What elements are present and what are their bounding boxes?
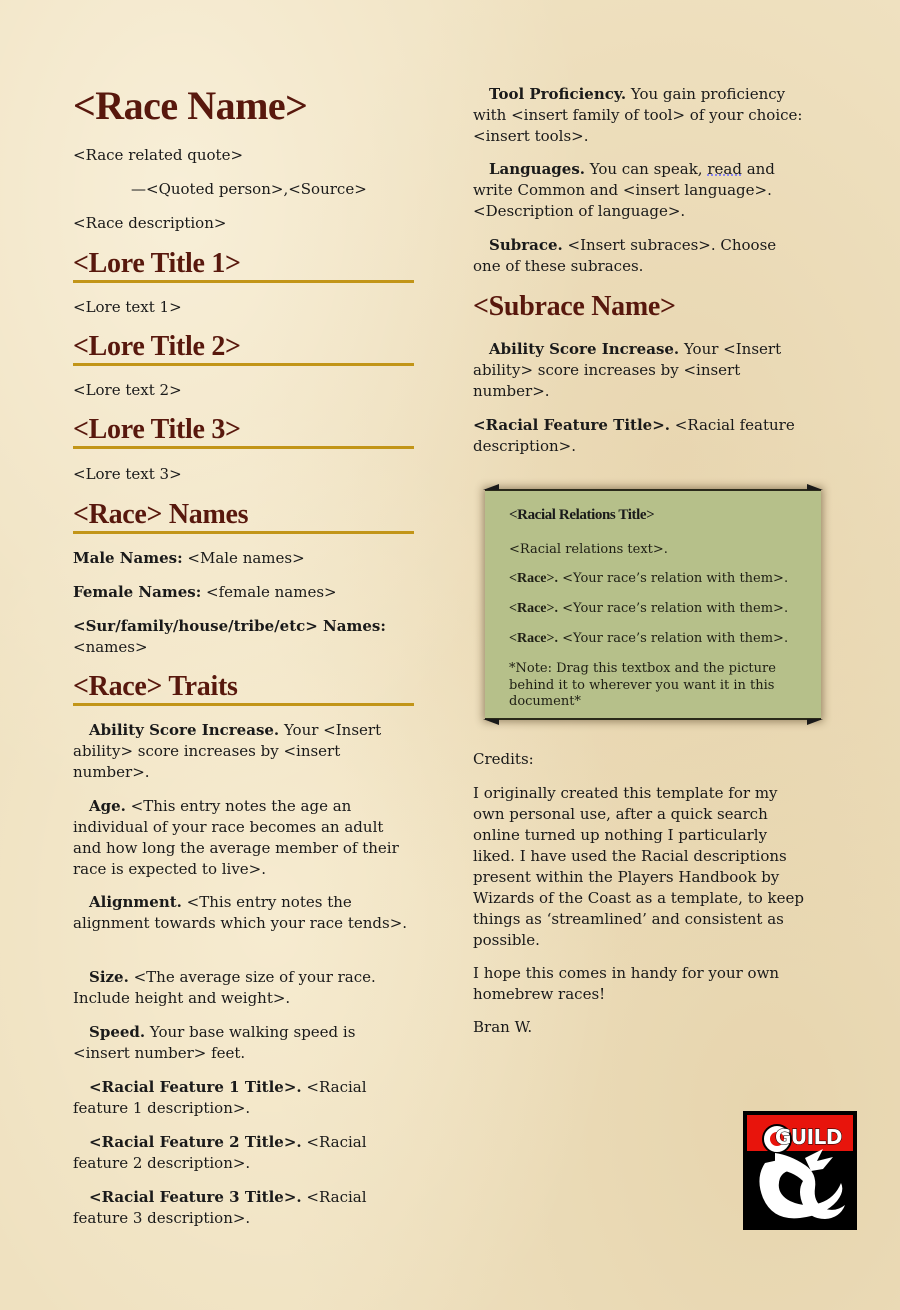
relation-race: <Race>. — [509, 601, 558, 616]
trait-text: Your base walking speed is <insert number> feet. — [73, 1023, 356, 1062]
lore-text-3: <Lore text 3> — [73, 465, 182, 483]
trait-size — [73, 967, 415, 1009]
female-names-value: <female names> — [201, 583, 337, 601]
trait-label: Languages. — [489, 160, 585, 178]
subrace-heading: <Subrace Name> — [473, 291, 676, 322]
race-description: <Race description> — [73, 214, 227, 232]
trait-alignment — [73, 892, 415, 934]
trait-label: Speed. — [89, 1023, 146, 1041]
relation-item — [509, 631, 799, 648]
female-names-label: Female Names: — [73, 583, 202, 601]
credits-signature: Bran W. — [473, 1018, 533, 1036]
male-names-label: Male Names: — [73, 549, 183, 567]
relation-item — [509, 601, 799, 618]
trait-text: <The average size of your race. Include height and weight>. — [73, 968, 376, 1007]
trait-text: Your <Insert ability> score increases by <insert number>. — [473, 340, 782, 400]
trait-speed — [73, 1022, 393, 1064]
relation-item — [509, 571, 799, 588]
sidebar-note: *Note: Drag this textbox and the picture behind it to wherever you want it in this document* — [509, 661, 776, 709]
credits-body: I originally created this template for my own personal use, after a quick search online turned up nothing I particularly liked. I have used the Racial descriptions present within the Players Handbook by Wizards of the Coast as a template, to keep things as ‘streamlined’ and consistent as possible. — [473, 784, 804, 949]
trait-text: <Racial feature description>. — [473, 416, 795, 455]
racial-relations-textbox[interactable] — [485, 489, 821, 720]
languages — [473, 159, 803, 222]
subrace-feature — [473, 415, 813, 457]
trait-label: Size. — [89, 968, 129, 986]
trait-label: Tool Proficiency. — [489, 85, 627, 103]
male-names — [73, 548, 415, 569]
relation-text: <Your race’s relation with them>. — [558, 601, 789, 616]
sidebar-intro: <Racial relations text>. — [509, 542, 668, 557]
relation-race: <Race>. — [509, 631, 558, 646]
trait-label: <Racial Feature 3 Title>. — [89, 1188, 302, 1206]
trait-label: <Racial Feature Title>. — [473, 416, 670, 434]
male-names-value: <Male names> — [182, 549, 305, 567]
logo-text: GUILD — [775, 1125, 842, 1149]
race-quote: <Race related quote> — [73, 146, 244, 164]
trait-label: <Racial Feature 1 Title>. — [89, 1078, 302, 1096]
trait-text: Your <Insert ability> score increases by <insert number>. — [73, 721, 382, 781]
lore-text-2: <Lore text 2> — [73, 381, 182, 399]
family-names — [73, 616, 415, 658]
trait-text: You can speak, — [584, 160, 708, 178]
lore-title-2: <Lore Title 2> — [73, 331, 414, 366]
trait-text: You gain proficiency with <insert family of tool> of your choice: <insert tools>. — [473, 85, 803, 145]
traits-heading: <Race> Traits — [73, 671, 414, 706]
trait-label: Alignment. — [89, 893, 182, 911]
lore-title-3: <Lore Title 3> — [73, 414, 414, 449]
trait-text: <Racial feature 1 description>. — [73, 1078, 367, 1117]
sidebar-title: <Racial Relations Title> — [509, 507, 655, 523]
trait-racial-feature-3 — [73, 1187, 393, 1229]
trait-text: <Racial feature 3 description>. — [73, 1188, 367, 1227]
tool-proficiency — [473, 84, 818, 147]
trait-text: and write Common and <insert language>. <Description of language>. — [473, 160, 775, 220]
trait-racial-feature-1 — [73, 1077, 393, 1119]
trait-text: <This entry notes the alignment towards which your race tends>. — [73, 893, 408, 932]
trait-label: <Racial Feature 2 Title>. — [89, 1133, 302, 1151]
subrace — [473, 235, 803, 277]
relation-race: <Race>. — [509, 571, 558, 586]
family-names-label: <Sur/family/house/tribe/etc> Names: — [73, 617, 386, 635]
scroll-corner-icon — [807, 484, 823, 490]
spellcheck-word[interactable]: read — [707, 160, 742, 178]
relation-text: <Your race’s relation with them>. — [558, 631, 789, 646]
quote-attribution: —<Quoted person>,<Source> — [131, 180, 367, 198]
dnd-guild-logo — [743, 1111, 857, 1230]
page-title: <Race Name> — [73, 83, 308, 128]
lore-text-1: <Lore text 1> — [73, 298, 182, 316]
names-heading: <Race> Names — [73, 499, 414, 534]
trait-age — [73, 796, 415, 880]
subrace-ability-score — [473, 339, 803, 402]
scroll-corner-icon — [807, 719, 823, 725]
trait-text: <Racial feature 2 description>. — [73, 1133, 367, 1172]
credits-heading: Credits: — [473, 750, 534, 768]
trait-label: Age. — [89, 797, 126, 815]
family-names-value: <names> — [73, 638, 148, 656]
female-names — [73, 582, 415, 603]
scroll-corner-icon — [483, 484, 499, 490]
relation-text: <Your race’s relation with them>. — [558, 571, 789, 586]
trait-text: <Insert subraces>. Choose one of these subraces. — [473, 236, 777, 275]
trait-label: Subrace. — [489, 236, 563, 254]
trait-text: <This entry notes the age an individual of your race becomes an adult and how long the average member of their race is expected to live>. — [73, 797, 399, 878]
trait-label: Ability Score Increase. — [489, 340, 680, 358]
trait-ability-score — [73, 720, 415, 783]
trait-racial-feature-2 — [73, 1132, 393, 1174]
trait-label: Ability Score Increase. — [89, 721, 280, 739]
lore-title-1: <Lore Title 1> — [73, 248, 414, 283]
credits-closing: I hope this comes in handy for your own homebrew races! — [473, 964, 780, 1003]
scroll-corner-icon — [483, 719, 499, 725]
